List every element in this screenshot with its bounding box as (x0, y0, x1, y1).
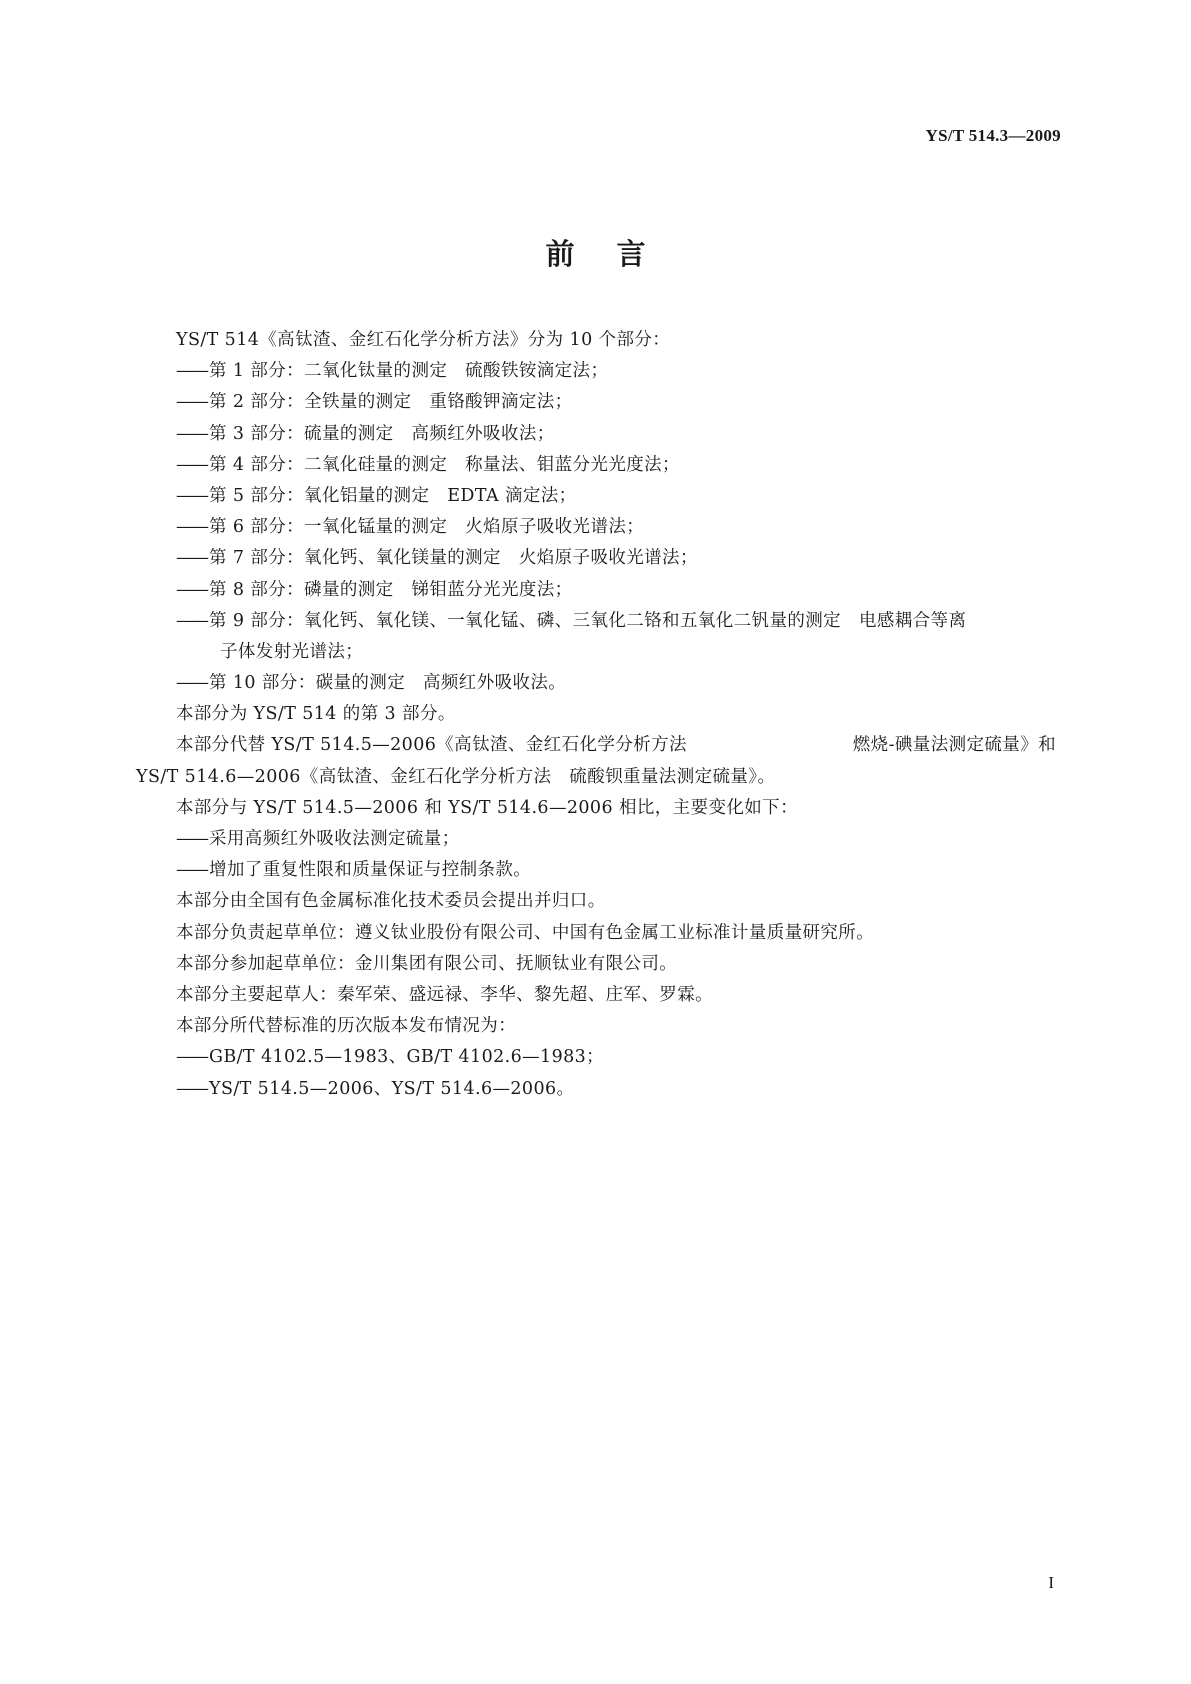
dash-mark: —— (176, 454, 207, 475)
part-item-5 (136, 481, 1056, 512)
part-text: 第 3 部分：硫量的测定 高频红外吸收法； (209, 423, 555, 444)
dash-mark: —— (176, 1047, 207, 1068)
part-item-7 (136, 543, 1056, 574)
replacement-line-1 (136, 730, 1056, 761)
change-item-1 (136, 824, 1056, 855)
part-item-2 (136, 387, 1056, 418)
standard-code: YS/T 514.3—2009 (925, 126, 1061, 145)
part-text: 第 10 部分：碳量的测定 高频红外吸收法。 (209, 673, 567, 694)
history-text: YS/T 514.5—2006、YS/T 514.6—2006。 (209, 1078, 575, 1099)
page-title: 前言 (545, 237, 688, 271)
changes-intro: 本部分与 YS/T 514.5—2006 和 YS/T 514.6—2006 相比，主要变化如下： (176, 797, 798, 818)
history-item-2 (136, 1074, 1056, 1105)
dash-mark: —— (176, 392, 207, 413)
history-intro: 本部分所代替标准的历次版本发布情况为： (176, 1016, 517, 1037)
dash-mark: —— (176, 610, 207, 631)
dash-mark: —— (176, 860, 207, 881)
part-text: 第 8 部分：磷量的测定 锑钼蓝分光光度法； (209, 579, 573, 600)
dash-mark: —— (176, 423, 207, 444)
page-number: I (1048, 1573, 1054, 1592)
document-body (136, 325, 1056, 1105)
part-item-8 (136, 575, 1056, 606)
change-text: 采用高频红外吸收法测定硫量； (209, 829, 460, 849)
authors-paragraph: 本部分主要起草人：秦军荣、盛远禄、李华、黎先超、庄军、罗霖。 (176, 984, 713, 1005)
replacement-text-b: 燃烧-碘量法测定硫量》和 (852, 735, 1056, 756)
proposer-paragraph: 本部分由全国有色金属标准化技术委员会提出并归口。 (176, 891, 606, 912)
part-item-3 (136, 419, 1056, 450)
intro-paragraph: YS/T 514《高钛渣、金红石化学分析方法》分为 10 个部分： (176, 330, 671, 350)
part-text: 第 5 部分：氧化铝量的测定 EDTA 滴定法； (209, 485, 577, 506)
part-item-6 (136, 512, 1056, 543)
replacement-text-a: 本部分代替 YS/T 514.5—2006《高钛渣、金红石化学分析方法 (176, 735, 687, 756)
part-item-9 (136, 606, 1056, 637)
replacement-line-2: YS/T 514.6—2006《高钛渣、金红石化学分析方法 硫酸钡重量法测定硫量》。 (136, 766, 776, 787)
dash-mark: —— (176, 673, 207, 694)
part-text: 第 1 部分：二氧化钛量的测定 硫酸铁铵滴定法； (209, 361, 609, 382)
change-text: 增加了重复性限和质量保证与控制条款。 (209, 860, 532, 881)
part-item-10 (136, 668, 1056, 699)
part-text: 第 2 部分：全铁量的测定 重铬酸钾滴定法； (209, 392, 573, 413)
part-item-1 (136, 356, 1056, 387)
change-item-2 (136, 855, 1056, 886)
dash-mark: —— (176, 517, 207, 538)
part-text: 第 4 部分：二氧化硅量的测定 称量法、钼蓝分光光度法； (209, 454, 680, 475)
part-item-4 (136, 450, 1056, 481)
dash-mark: —— (176, 548, 207, 569)
drafter-join-paragraph: 本部分参加起草单位：金川集团有限公司、抚顺钛业有限公司。 (176, 953, 678, 974)
history-item-1 (136, 1042, 1056, 1073)
dash-mark: —— (176, 579, 207, 600)
history-text: GB/T 4102.5—1983、GB/T 4102.6—1983； (209, 1047, 605, 1068)
part-text: 第 9 部分：氧化钙、氧化镁、一氧化锰、磷、三氧化二铬和五氧化二钒量的测定 电感耦合等离 (209, 610, 967, 631)
part-text: 第 6 部分：一氧化锰量的测定 火焰原子吸收光谱法； (209, 517, 645, 538)
dash-mark: —— (176, 829, 207, 849)
dash-mark: —— (176, 361, 207, 382)
part-text: 第 7 部分：氧化钙、氧化镁量的测定 火焰原子吸收光谱法； (209, 548, 698, 569)
dash-mark: —— (176, 1078, 207, 1099)
part-statement: 本部分为 YS/T 514 的第 3 部分。 (176, 704, 456, 725)
dash-mark: —— (176, 485, 207, 506)
part-item-9-continued: 子体发射光谱法； (220, 641, 364, 662)
drafter-main-paragraph: 本部分负责起草单位：遵义钛业股份有限公司、中国有色金属工业标准计量质量研究所。 (176, 922, 875, 943)
